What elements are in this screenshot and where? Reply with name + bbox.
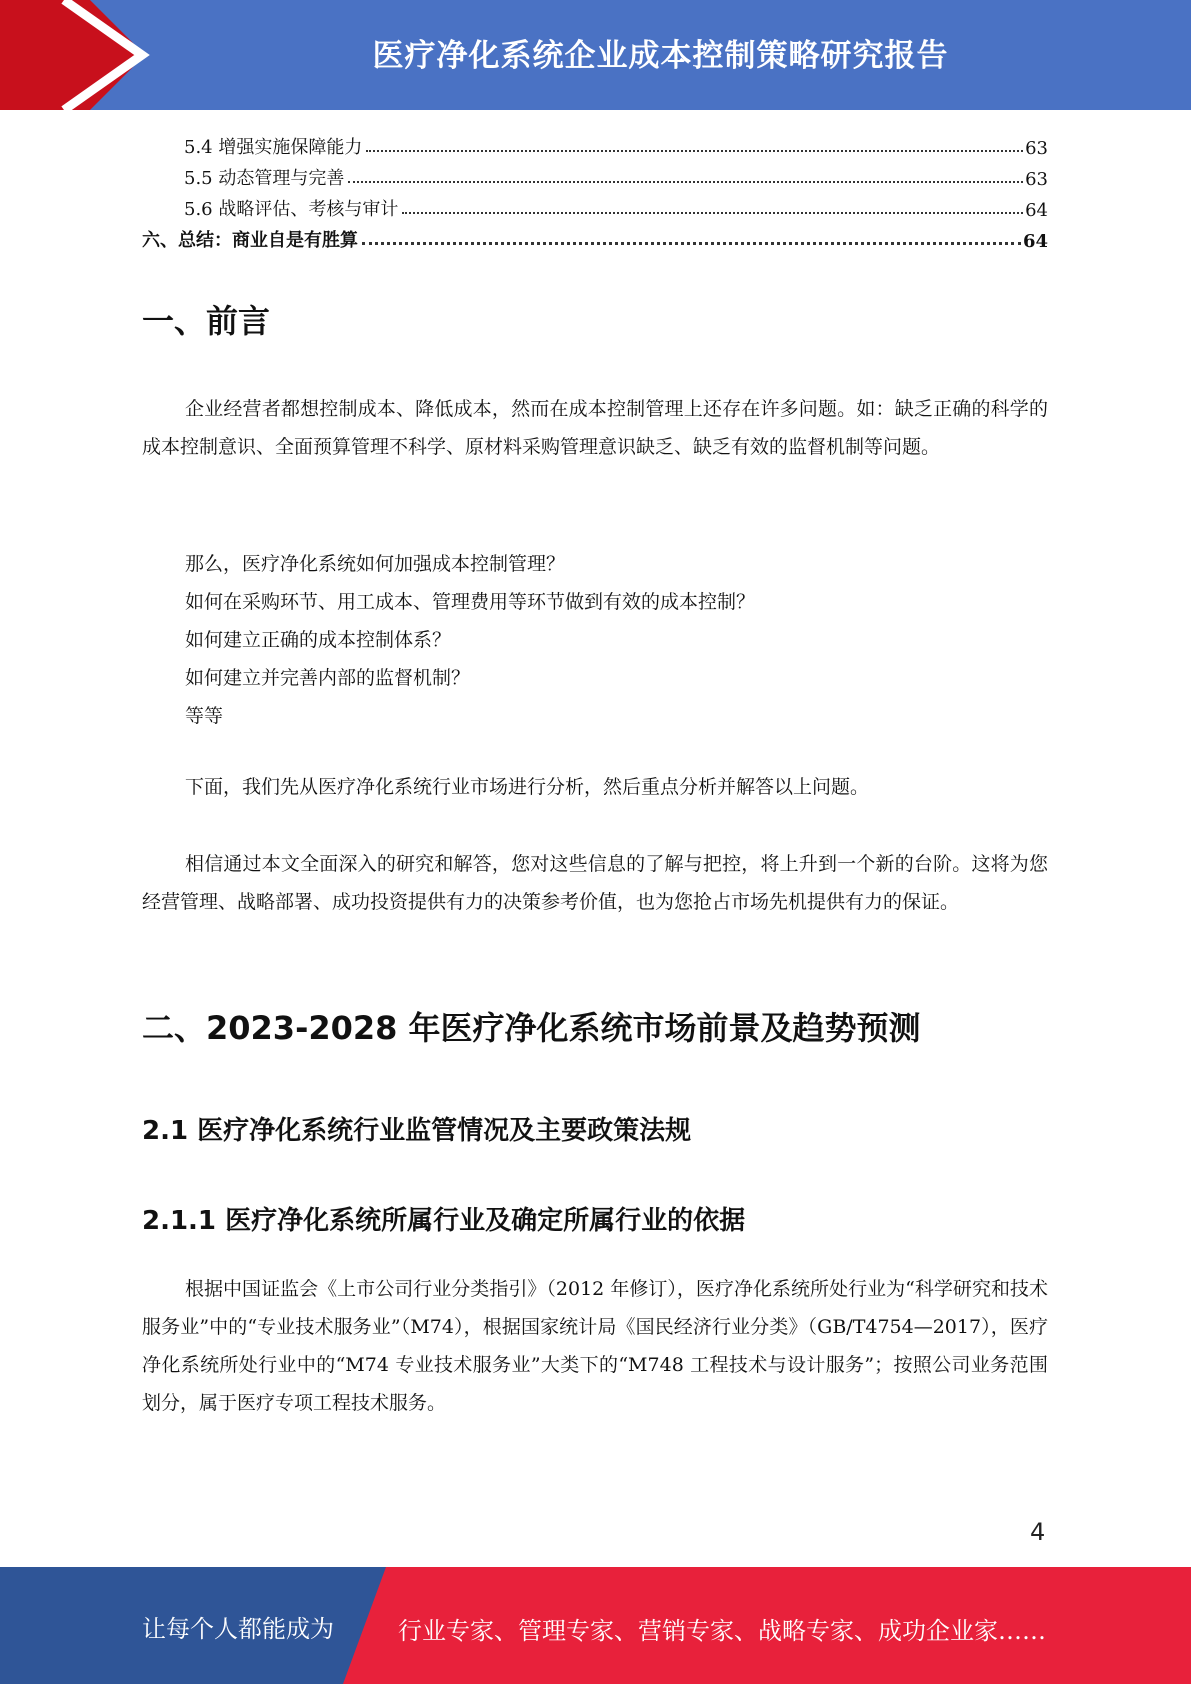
toc-entry-page: 64 [1025,200,1048,221]
closing-paragraph: 相信通过本文全面深入的研究和解答，您对这些信息的了解与把控，将上升到一个新的台阶。这将为您经营管理、战略部署、成功投资提供有力的决策参考价值，也为您抢占市场先机提供有力的保证。 [142,853,1048,913]
report-title: 医疗净化系统企业成本控制策略研究报告 [372,38,949,74]
toc-entry-label: 5.4 增强实施保障能力 [184,137,363,158]
footer-slogan-right: 行业专家、管理专家、营销专家、战略专家、成功企业家…… [398,1617,1046,1645]
toc-entry[interactable] [142,221,1048,252]
industry-classification-paragraph: 根据中国证监会《上市公司行业分类指引》（2012 年修订），医疗净化系统所处行业为“科学研究和技术服务业”中的“专业技术服务业”（M74），根据国家统计局《国民经济行业分类》（GB/T4754—2017），医疗净化系统所处行业中的“M74 专业技术服务业”大类下的“M748 工程技术与设计服务”；按照公司业务范围划分，属于医疗专项工程技术服务。 [142,1278,1048,1414]
subsection-heading-regulation: 2.1 医疗净化系统行业监管情况及主要政策法规 [142,1116,692,1146]
page-number: 4 [1030,1518,1046,1546]
toc-entry[interactable] [142,159,1048,190]
section-heading-preface: 一、前言 [142,302,271,340]
question-line: 那么，医疗净化系统如何加强成本控制管理？ [185,553,566,575]
question-line: 如何建立并完善内部的监督机制？ [185,667,471,689]
subsection-heading-industry: 2.1.1 医疗净化系统所属行业及确定所属行业的依据 [142,1206,746,1236]
toc-entry-label: 5.5 动态管理与完善 [184,168,345,189]
preface-intro-paragraph: 企业经营者都想控制成本、降低成本，然而在成本控制管理上还存在许多问题。如：缺乏正确的科学的成本控制意识、全面预算管理不科学、原材料采购管理意识缺乏、缺乏有效的监督机制等问题。 [142,398,1048,458]
toc-entry-page: 63 [1025,138,1048,159]
toc-entry[interactable] [142,128,1048,159]
toc-entry[interactable] [142,190,1048,221]
question-line: 如何建立正确的成本控制体系？ [185,629,452,651]
question-line: 等等 [185,705,224,727]
footer-slogan-left: 让每个人都能成为 [142,1615,334,1643]
toc-leader-dots [366,150,1023,152]
toc-leader-dots [362,242,1021,245]
toc-leader-dots [402,212,1023,214]
toc-leader-dots [348,181,1023,183]
page-footer [0,1567,1191,1684]
table-of-contents [142,128,1048,252]
page-header [0,0,1191,110]
question-line: 如何在采购环节、用工成本、管理费用等环节做到有效的成本控制？ [185,591,756,613]
toc-entry-label: 5.6 战略评估、考核与审计 [184,199,399,220]
toc-entry-label: 六、总结：商业自是有胜算 [142,230,358,251]
toc-entry-page: 64 [1022,231,1048,252]
section-heading-forecast: 二、2023-2028 年医疗净化系统市场前景及趋势预测 [142,1009,921,1047]
toc-entry-page: 63 [1025,169,1048,190]
next-steps-paragraph: 下面，我们先从医疗净化系统行业市场进行分析，然后重点分析并解答以上问题。 [185,776,870,798]
